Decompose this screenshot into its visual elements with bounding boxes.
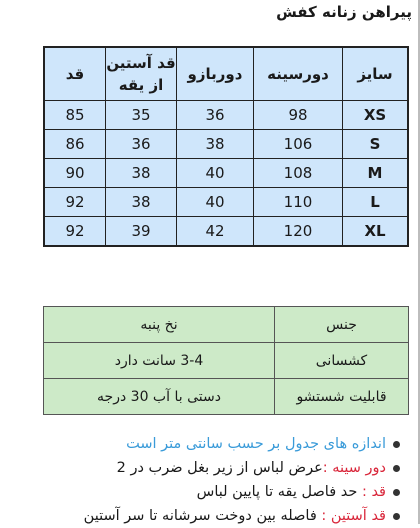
note-item: [42, 432, 402, 456]
note-item: [42, 504, 402, 528]
header-chest: دورسینه: [254, 47, 343, 101]
header-length: قد: [44, 47, 106, 101]
properties-table: [43, 306, 409, 415]
chest-cell: 110: [254, 188, 343, 217]
note-length-text: حد فاصل یقه تا پایین لباس: [196, 484, 362, 500]
property-label: جنس: [275, 307, 409, 343]
chest-cell: 120: [254, 217, 343, 247]
size-cell: L: [343, 188, 409, 217]
length-cell: 92: [44, 217, 106, 247]
notes-list: [42, 432, 402, 528]
length-cell: 86: [44, 130, 106, 159]
chest-cell: 108: [254, 159, 343, 188]
note-chest-label: دور سینه :: [322, 460, 386, 476]
note-length-label: قد :: [361, 484, 386, 500]
sleeve-cell: 39: [106, 217, 177, 247]
note-chest-text: عرض لباس از زیر بغل ضرب در 2: [116, 460, 323, 476]
sleeve-cell: 35: [106, 101, 177, 130]
size-cell: XL: [343, 217, 409, 247]
header-sleeve-line2: از یقه: [118, 76, 164, 94]
table-row: [44, 217, 408, 247]
arm-cell: 36: [177, 101, 254, 130]
note-item: [42, 480, 402, 504]
size-table-header: [44, 47, 408, 101]
header-sleeve-line1: قد آستین: [106, 54, 176, 72]
note-sleeve-text: فاصله بین دوخت سرشانه تا سر آستین: [83, 508, 322, 524]
property-label: کشسانی: [275, 343, 409, 379]
table-row: [44, 130, 408, 159]
note-sleeve-label: قد آستین :: [321, 508, 386, 524]
header-sleeve: [106, 47, 177, 101]
sleeve-cell: 38: [106, 159, 177, 188]
property-row: [44, 307, 409, 343]
note-item: [42, 456, 402, 480]
note-units: اندازه های جدول بر حسب سانتی متر است: [126, 436, 386, 452]
header-size: سایز: [343, 47, 409, 101]
size-cell: M: [343, 159, 409, 188]
property-label: قابلیت شستشو: [275, 379, 409, 415]
header-arm: دوربازو: [177, 47, 254, 101]
arm-cell: 38: [177, 130, 254, 159]
size-cell: XS: [343, 101, 409, 130]
length-cell: 92: [44, 188, 106, 217]
chest-cell: 98: [254, 101, 343, 130]
sleeve-cell: 36: [106, 130, 177, 159]
property-row: [44, 343, 409, 379]
table-row: [44, 101, 408, 130]
property-value: دستی با آب 30 درجه: [44, 379, 275, 415]
arm-cell: 40: [177, 188, 254, 217]
length-cell: 90: [44, 159, 106, 188]
table-row: [44, 188, 408, 217]
arm-cell: 42: [177, 217, 254, 247]
property-value: نخ پنبه: [44, 307, 275, 343]
table-row: [44, 159, 408, 188]
length-cell: 85: [44, 101, 106, 130]
sleeve-cell: 38: [106, 188, 177, 217]
chest-cell: 106: [254, 130, 343, 159]
property-value: 3-4 سانت دارد: [44, 343, 275, 379]
arm-cell: 40: [177, 159, 254, 188]
size-table: [43, 46, 409, 247]
size-cell: S: [343, 130, 409, 159]
page-title: پیراهن زنانه کفش: [276, 3, 412, 21]
property-row: [44, 379, 409, 415]
